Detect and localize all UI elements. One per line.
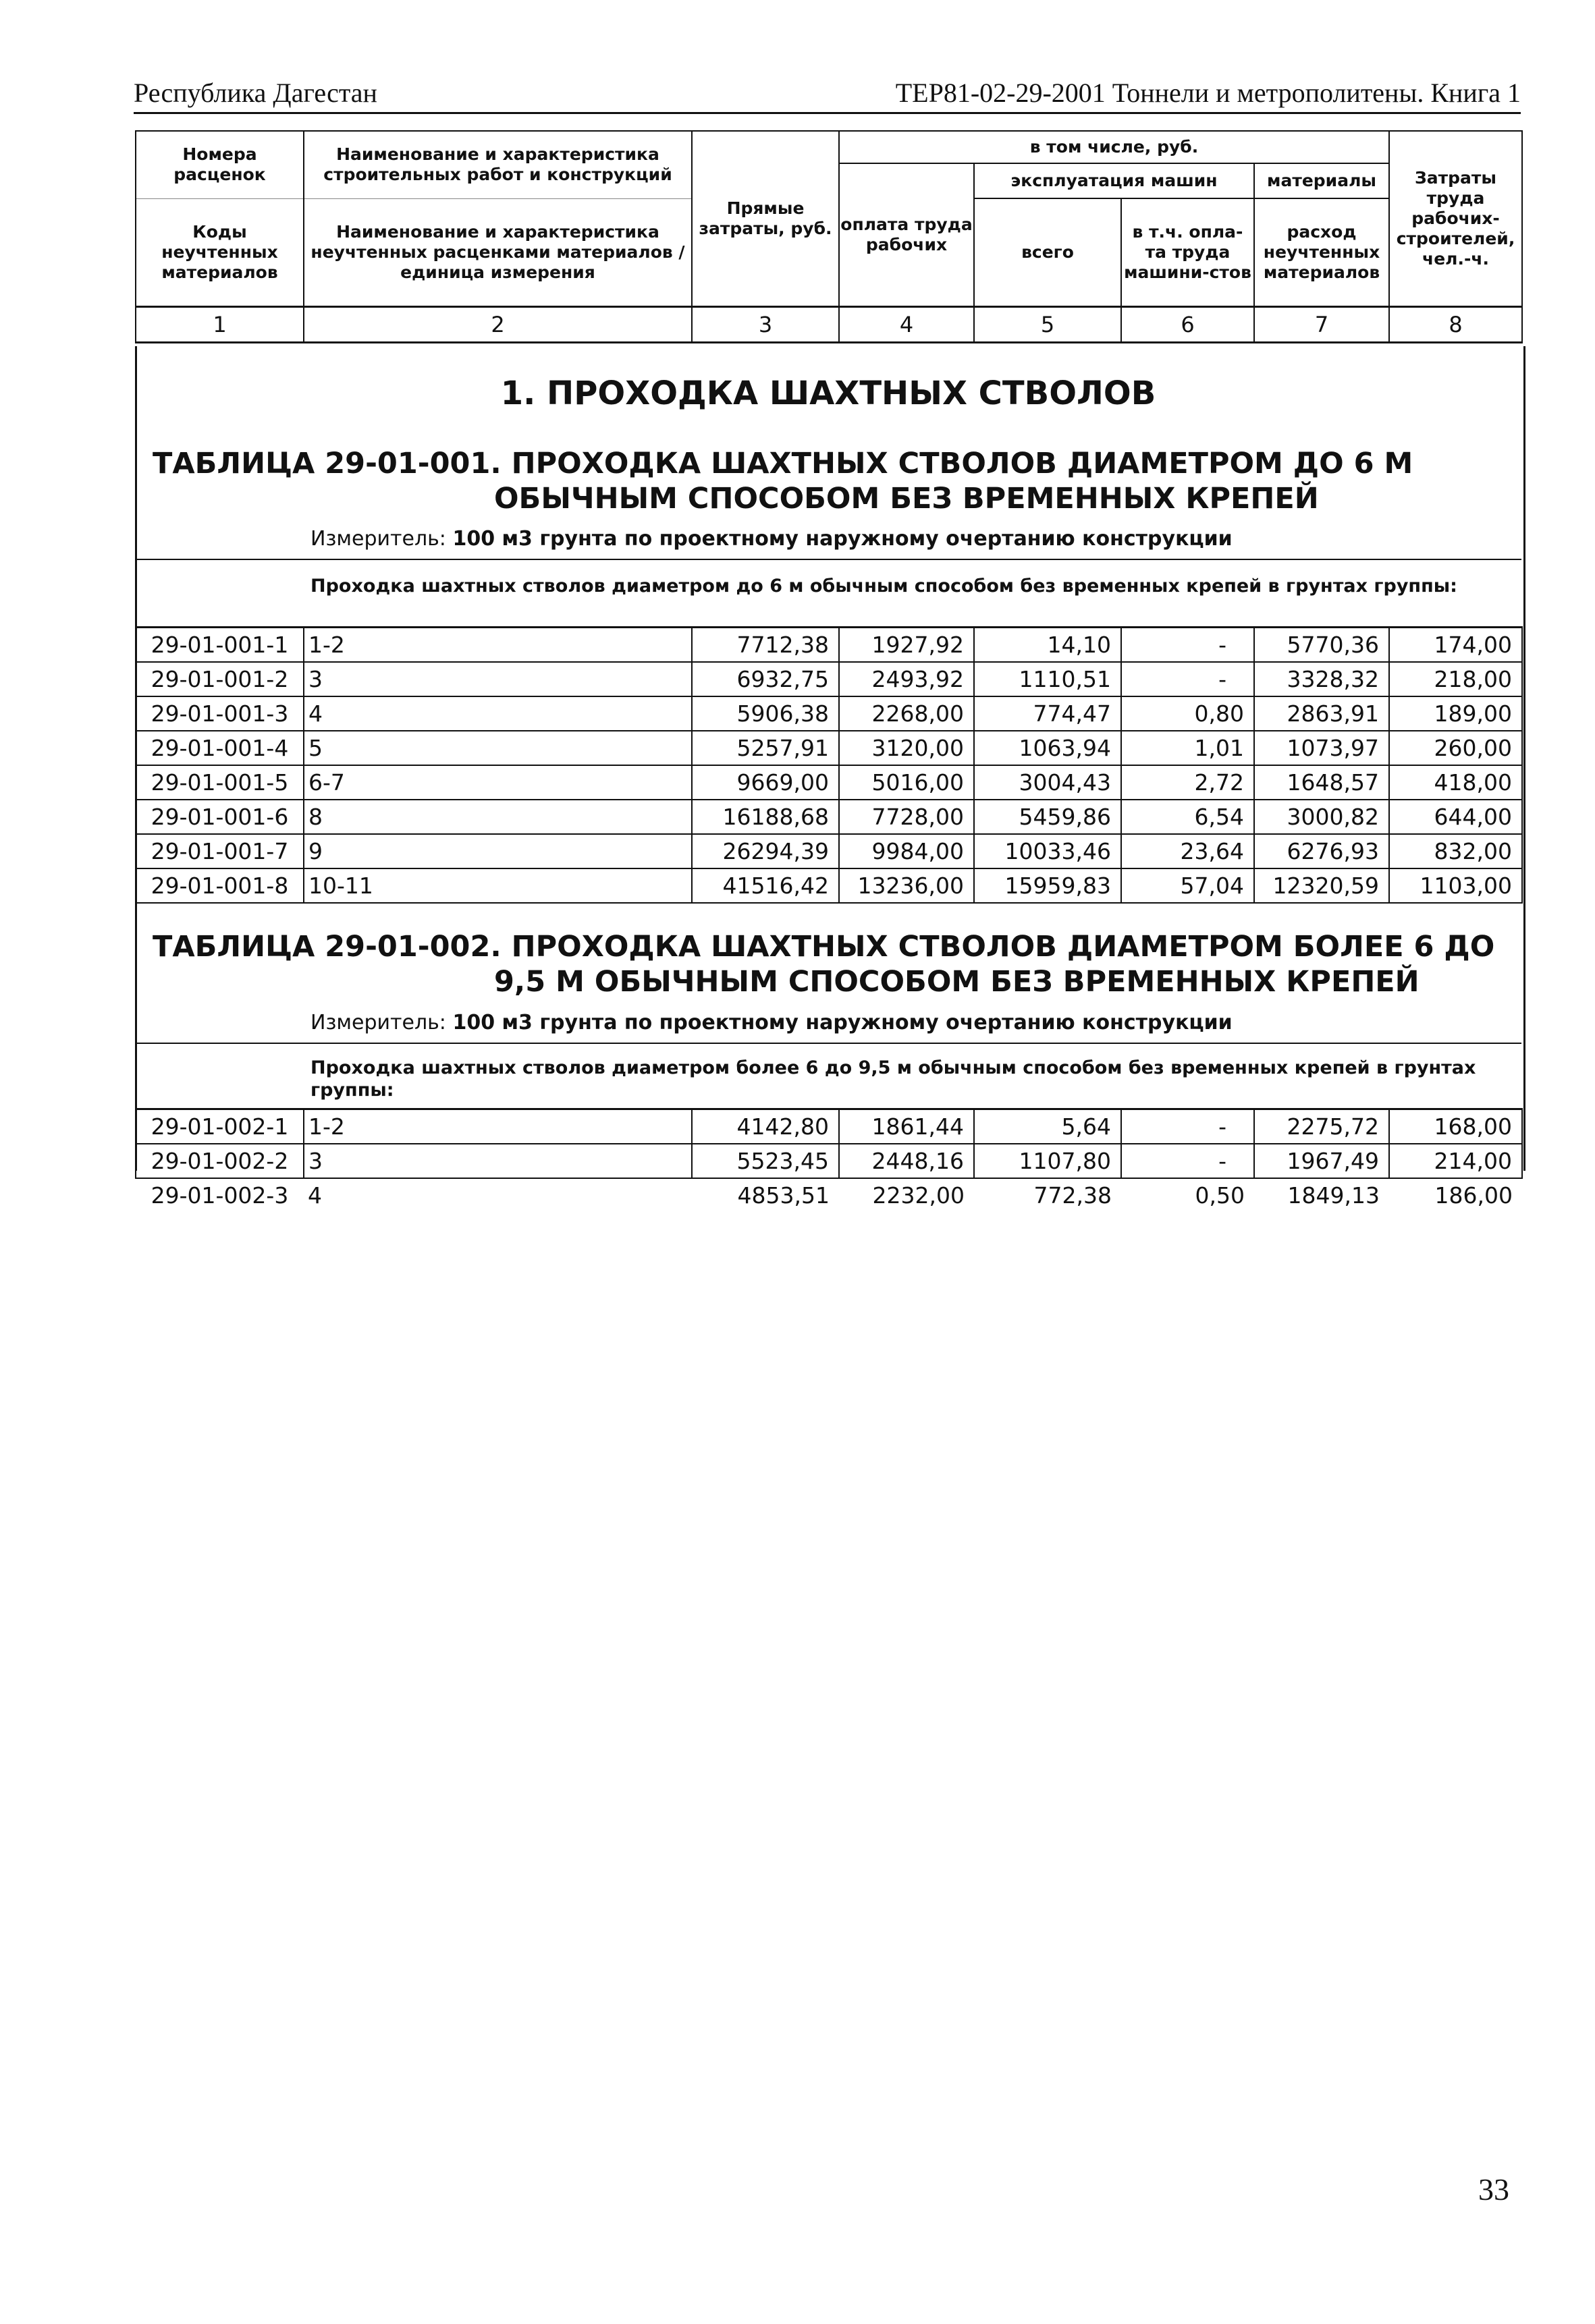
labor-costs-cell: 218,00 [1389,662,1522,696]
rate-code-cell: 29-01-001-4 [136,731,304,765]
direct-costs-cell: 5906,38 [692,696,839,731]
header-material-name: Наименование и характеристика неучтенных расценками материалов / единица измерения [304,198,692,306]
table-title-line2: ОБЫЧНЫМ СПОСОБОМ БЕЗ ВРЕМЕННЫХ КРЕПЕЙ [494,482,1319,516]
machines-total-cell: 15959,83 [974,868,1121,903]
rates-table-29-01-002 [135,1108,1523,1212]
materials-consumption-cell: 2863,91 [1254,696,1389,731]
labor-costs-cell: 174,00 [1389,628,1522,663]
soil-group-cell: 4 [304,696,692,731]
materials-consumption-cell: 3328,32 [1254,662,1389,696]
rate-code-cell: 29-01-001-1 [136,628,304,663]
table-row [136,731,1522,765]
header-materials: материалы [1254,163,1389,198]
column-number: 7 [1254,306,1389,342]
materials-consumption-cell: 2275,72 [1254,1109,1389,1144]
materials-consumption-cell: 5770,36 [1254,628,1389,663]
direct-costs-cell: 9669,00 [692,765,839,800]
table-row [136,800,1522,834]
header-work-name: Наименование и характеристика строительных работ и конструкций [304,131,692,198]
soil-group-cell: 6-7 [304,765,692,800]
header-machines-total: всего [974,198,1121,306]
machines-total-cell: 14,10 [974,628,1121,663]
meter-rule [135,1043,1521,1044]
header-rule [134,112,1521,114]
worker-pay-cell: 2448,16 [839,1144,974,1178]
column-number: 1 [136,306,304,342]
labor-costs-cell: 644,00 [1389,800,1522,834]
machinist-pay-cell: 23,64 [1121,834,1254,868]
page-header [134,73,1521,113]
machines-total-cell: 3004,43 [974,765,1121,800]
machinist-pay-cell: 1,01 [1121,731,1254,765]
rate-code-cell: 29-01-001-2 [136,662,304,696]
labor-costs-cell: 1103,00 [1389,868,1522,903]
worker-pay-cell: 9984,00 [839,834,974,868]
meter-label: Измеритель: [310,527,446,551]
header-labor-costs: Затраты труда рабочих-строителей, чел.-ч. [1389,131,1522,306]
soil-group-cell: 5 [304,731,692,765]
header-including: в том числе, руб. [839,131,1389,163]
header-machine-operation: эксплуатация машин [974,163,1254,198]
header-material-consumption: расход неучтенных материалов [1254,198,1389,306]
page-number: 33 [1478,2172,1509,2207]
meter-rule [135,559,1521,560]
table-row [136,834,1522,868]
header-region: Республика Дагестан [134,78,377,108]
worker-pay-cell: 5016,00 [839,765,974,800]
worker-pay-cell: 1861,44 [839,1109,974,1144]
table-title-line1: ТАБЛИЦА 29-01-001. ПРОХОДКА ШАХТНЫХ СТВОЛОВ ДИАМЕТРОМ ДО 6 М [153,447,1413,480]
labor-costs-cell: 214,00 [1389,1144,1522,1178]
soil-group-cell: 1-2 [304,1109,692,1144]
column-number: 4 [839,306,974,342]
column-number: 6 [1121,306,1254,342]
direct-costs-cell: 41516,42 [692,868,839,903]
meter-line [310,1011,1233,1034]
materials-consumption-cell: 6276,93 [1254,834,1389,868]
labor-costs-cell: 168,00 [1389,1109,1522,1144]
labor-costs-cell: 186,00 [1434,1182,1513,1209]
table-row [136,628,1522,663]
rate-code-cell: 29-01-001-7 [136,834,304,868]
table-row [136,1178,1522,1212]
machines-total-cell: 1063,94 [974,731,1121,765]
table-title-line1: ТАБЛИЦА 29-01-002. ПРОХОДКА ШАХТНЫХ СТВОЛОВ ДИАМЕТРОМ БОЛЕЕ 6 ДО [153,930,1495,964]
soil-group-cell: 3 [304,1144,692,1178]
column-number: 2 [304,306,692,342]
machines-total-cell: 772,38 [1033,1182,1112,1209]
meter-value: 100 м3 грунта по проектному наружному очертанию конструкции [452,1011,1233,1034]
machinist-pay-cell: - [1121,628,1254,663]
table-row [136,696,1522,731]
table-row [136,1144,1522,1178]
table-row [136,868,1522,903]
labor-costs-cell: 418,00 [1389,765,1522,800]
direct-costs-cell: 4142,80 [692,1109,839,1144]
direct-costs-cell: 6932,75 [692,662,839,696]
soil-group-cell: 1-2 [304,628,692,663]
worker-pay-cell: 1927,92 [839,628,974,663]
machinist-pay-cell: 57,04 [1121,868,1254,903]
worker-pay-cell: 2232,00 [872,1182,965,1209]
rate-code-cell: 29-01-001-5 [136,765,304,800]
rate-code-cell: 29-01-002-1 [136,1109,304,1144]
direct-costs-cell: 26294,39 [692,834,839,868]
worker-pay-cell: 13236,00 [839,868,974,903]
column-number: 8 [1389,306,1522,342]
rate-code-cell: 29-01-001-3 [136,696,304,731]
column-number: 5 [974,306,1121,342]
table-row [136,662,1522,696]
soil-group-cell: 4 [308,1182,322,1209]
materials-consumption-cell: 3000,82 [1254,800,1389,834]
direct-costs-cell: 4853,51 [737,1182,830,1209]
machinist-pay-cell: - [1121,1109,1254,1144]
machinist-pay-cell: 2,72 [1121,765,1254,800]
machines-total-cell: 1110,51 [974,662,1121,696]
direct-costs-cell: 7712,38 [692,628,839,663]
rate-code-cell: 29-01-002-2 [136,1144,304,1178]
machinist-pay-cell: - [1121,1144,1254,1178]
worker-pay-cell: 2268,00 [839,696,974,731]
machines-total-cell: 5459,86 [974,800,1121,834]
soil-group-cell: 3 [304,662,692,696]
machines-total-cell: 774,47 [974,696,1121,731]
materials-consumption-cell: 1073,97 [1254,731,1389,765]
machinist-pay-cell: - [1121,662,1254,696]
header-document-title: ТЕР81-02-29-2001 Тоннели и метрополитены. Книга 1 [895,78,1521,108]
machines-total-cell: 1107,80 [974,1144,1121,1178]
worker-pay-cell: 2493,92 [839,662,974,696]
group-description: Проходка шахтных стволов диаметром более 6 до 9,5 м обычным способом без временных крепей в грунтах группы: [310,1057,1476,1101]
table-row [136,765,1522,800]
worker-pay-cell: 3120,00 [839,731,974,765]
materials-consumption-cell: 1967,49 [1254,1144,1389,1178]
rate-code-cell: 29-01-002-3 [151,1182,289,1209]
machinist-pay-cell: 0,80 [1121,696,1254,731]
labor-costs-cell: 260,00 [1389,731,1522,765]
soil-group-cell: 8 [304,800,692,834]
soil-group-cell: 10-11 [304,868,692,903]
header-machinist-pay: в т.ч. опла-та труда машини-стов [1121,198,1254,306]
labor-costs-cell: 832,00 [1389,834,1522,868]
materials-consumption-cell: 1849,13 [1287,1182,1380,1209]
machines-total-cell: 5,64 [974,1109,1121,1144]
header-rate-numbers: Номера расценок [136,131,304,198]
worker-pay-cell: 7728,00 [839,800,974,834]
meter-value: 100 м3 грунта по проектному наружному очертанию конструкции [452,527,1233,551]
header-material-codes: Коды неучтенных материалов [136,198,304,306]
direct-costs-cell: 16188,68 [692,800,839,834]
direct-costs-cell: 5257,91 [692,731,839,765]
header-worker-pay: оплата труда рабочих [839,163,974,306]
machinist-pay-cell: 0,50 [1195,1182,1245,1209]
soil-group-cell: 9 [304,834,692,868]
materials-consumption-cell: 1648,57 [1254,765,1389,800]
machines-total-cell: 10033,46 [974,834,1121,868]
direct-costs-cell: 5523,45 [692,1144,839,1178]
group-description: Проходка шахтных стволов диаметром до 6 м обычным способом без временных крепей в грунтах группы: [310,576,1457,597]
section-title: 1. ПРОХОДКА ШАХТНЫХ СТВОЛОВ [500,375,1156,412]
rate-code-cell: 29-01-001-6 [136,800,304,834]
header-direct-costs: Прямые затраты, руб. [692,131,839,306]
column-number: 3 [692,306,839,342]
rate-code-cell: 29-01-001-8 [136,868,304,903]
meter-line [310,527,1233,551]
machinist-pay-cell: 6,54 [1121,800,1254,834]
materials-consumption-cell: 12320,59 [1254,868,1389,903]
rates-table-29-01-001 [135,626,1523,904]
labor-costs-cell: 189,00 [1389,696,1522,731]
meter-label: Измеритель: [310,1011,446,1034]
table-row [136,1109,1522,1144]
table-title-line2: 9,5 М ОБЫЧНЫМ СПОСОБОМ БЕЗ ВРЕМЕННЫХ КРЕПЕЙ [494,965,1420,999]
column-header-table [135,130,1523,343]
